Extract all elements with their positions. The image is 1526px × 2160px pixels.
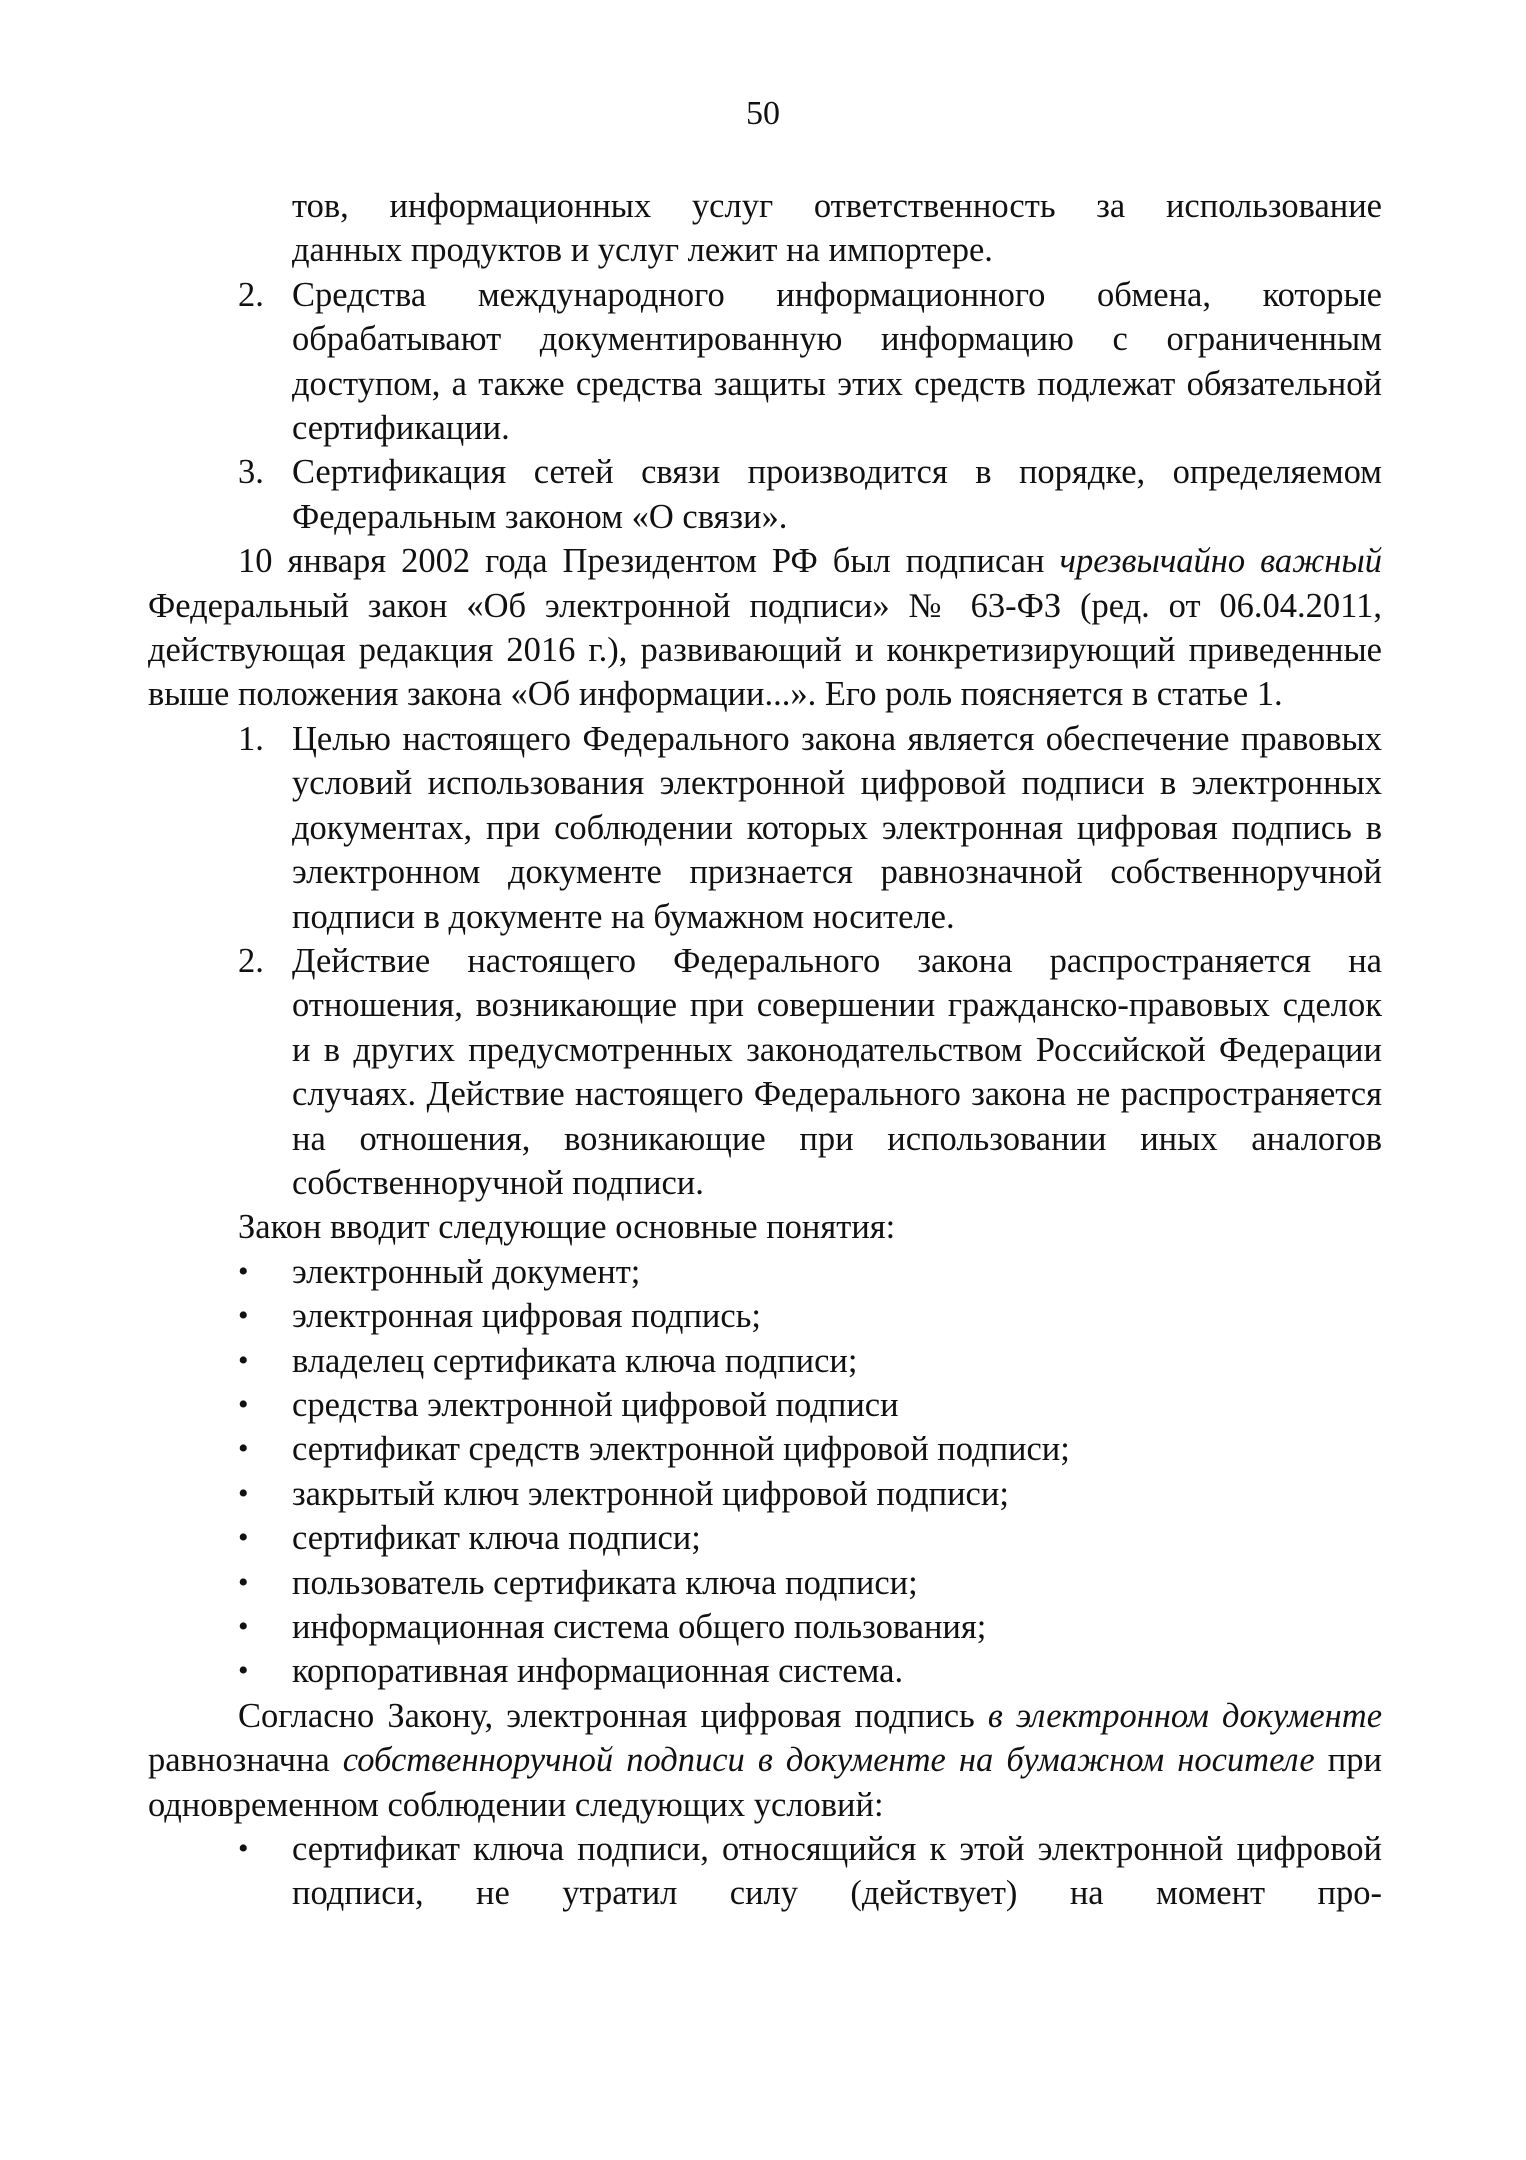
bullet-icon: • — [238, 1476, 249, 1510]
list-item — [148, 1472, 1382, 1516]
list-item-text: электронная цифровая подпись; — [292, 1297, 762, 1336]
list-number: 3. — [238, 453, 264, 492]
bullet-icon: • — [238, 1565, 249, 1599]
article-1-list — [148, 717, 1382, 1205]
text-run: равнозначна — [148, 1741, 343, 1780]
list-number: 2. — [238, 275, 264, 314]
list-item-text: электронный документ; — [292, 1252, 641, 1291]
list-item-text: закрытый ключ электронной цифровой подписи; — [292, 1474, 1009, 1513]
emphasis-text: чрезвычайно важный — [1059, 542, 1382, 581]
list-item-text: Сертификация сетей связи производится в порядке, определяемом Федеральным законом «О связи». — [292, 453, 1382, 536]
list-item — [148, 1427, 1382, 1471]
list-item — [148, 1250, 1382, 1294]
list-item — [148, 1605, 1382, 1649]
list-item-text: пользователь сертификата ключа подписи; — [292, 1563, 918, 1602]
list-item — [148, 1339, 1382, 1383]
list-item-text: сертификат ключа подписи, относящийся к этой электронной цифровой подписи, не утратил силу (действует) на момент про- — [292, 1830, 1382, 1913]
bullet-icon: • — [238, 1254, 249, 1288]
bullet-icon: • — [238, 1343, 249, 1377]
certification-list — [148, 273, 1382, 539]
bullet-icon: • — [238, 1432, 249, 1466]
bullet-icon: • — [238, 1299, 249, 1333]
page-number: 50 — [746, 95, 780, 132]
list-item-text: сертификат средств электронной цифровой подписи; — [292, 1430, 1070, 1469]
text-run: Федеральный закон «Об электронной подписи» № 63-ФЗ (ред. от 06.04.2011, действующая редакция 2016 г.), развивающий и конкретизирующий приведенные выше положения закона «Об информации...». Его роль поясняется в статье 1. — [148, 586, 1382, 714]
continued-text-line-2: данных продуктов и услуг лежит на импортере. — [292, 231, 993, 270]
list-number: 2. — [238, 941, 264, 980]
list-item-text: Средства международного информационного обмена, которые обрабатывают документированную информацию с ограниченным доступом, а также средства защиты этих средств подлежат обязательной сертификации. — [292, 275, 1382, 448]
list-item-text: Целью настоящего Федерального закона является обеспечение правовых условий использования электронной цифровой подписи в электронных документах, при соблюдении которых электронная цифровая подпись в электронном документе признается равнозначной собственноручной подписи в документе на бумажном носителе. — [292, 719, 1382, 936]
bullet-icon: • — [238, 1832, 249, 1866]
list-item-text: информационная система общего пользования; — [292, 1608, 987, 1646]
list-item — [148, 1516, 1382, 1560]
conditions-list — [148, 1827, 1382, 1916]
continued-text-line-1: тов, информационных услуг ответственность за использование — [292, 187, 1382, 225]
concepts-intro: Закон вводит следующие основные понятия: — [238, 1208, 896, 1247]
bullet-icon: • — [238, 1654, 249, 1688]
list-item-text: корпоративная информационная система. — [292, 1652, 904, 1691]
list-item — [148, 1561, 1382, 1605]
list-item — [148, 1649, 1382, 1693]
paragraph-law-intro — [148, 539, 1382, 717]
list-item — [148, 1827, 1382, 1916]
list-number: 1. — [238, 719, 264, 758]
list-item — [148, 1294, 1382, 1338]
list-item-text: владелец сертификата ключа подписи; — [292, 1341, 858, 1380]
list-item-text: сертификат ключа подписи; — [292, 1519, 701, 1558]
bullet-icon: • — [238, 1521, 249, 1555]
bullet-icon: • — [238, 1610, 249, 1643]
emphasis-text: в электронном документе — [987, 1696, 1383, 1735]
concepts-list — [148, 1250, 1382, 1694]
list-item — [148, 1383, 1382, 1427]
emphasis-text: собственноручной подписи в документе на бумажном носителе — [342, 1741, 1315, 1780]
page-body — [148, 184, 1382, 1916]
text-run: Согласно Закону, электронная цифровая подпись — [238, 1696, 988, 1735]
list-item-text: Действие настоящего Федерального закона распространяется на отношения, возникающие при совершении гражданско-правовых сделок и в других предусмотренных законодательством Российской Федерации случаях. Действие настоящего Федерального закона не распространяется на отношения, возникающие при использовании иных аналогов собственноручной подписи. — [292, 941, 1382, 1202]
text-run: при одновременном соблюдении следующих условий: — [148, 1741, 1382, 1824]
text-run: 10 января 2002 года Президентом РФ был подписан — [238, 542, 1060, 581]
list-item-text: средства электронной цифровой подписи — [292, 1385, 899, 1424]
paragraph-equivalence — [148, 1694, 1382, 1827]
bullet-icon: • — [238, 1387, 249, 1421]
list-item — [148, 717, 1382, 939]
list-item — [148, 273, 1382, 451]
list-item — [148, 450, 1382, 539]
list-item — [148, 939, 1382, 1205]
